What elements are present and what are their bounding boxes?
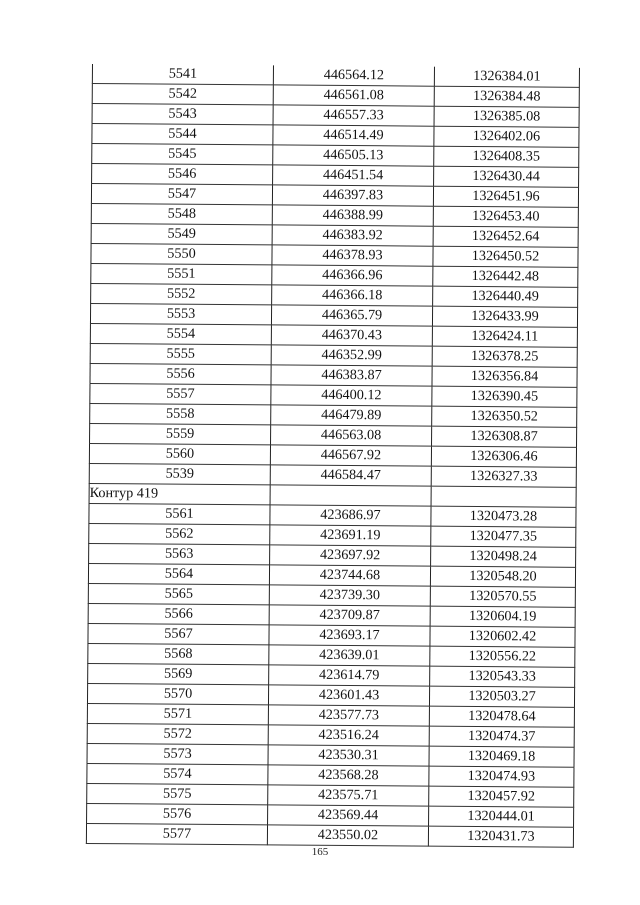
point-number-cell: 5553 xyxy=(90,303,271,324)
point-number-cell: 5558 xyxy=(90,403,271,424)
y-coordinate-cell: 1326450.52 xyxy=(433,246,578,267)
point-number-cell: 5575 xyxy=(87,783,268,804)
y-coordinate-cell: 1320556.22 xyxy=(430,646,575,667)
y-coordinate-cell: 1326442.48 xyxy=(433,266,578,287)
point-number-cell: 5568 xyxy=(88,643,269,664)
point-number-cell: 5541 xyxy=(92,64,273,85)
y-coordinate-cell: 1326402.06 xyxy=(434,126,579,147)
x-coordinate-cell: 423577.73 xyxy=(268,705,429,726)
point-number-cell: 5549 xyxy=(91,223,272,244)
y-coordinate-cell: 1320431.73 xyxy=(428,826,573,847)
point-number-cell: 5570 xyxy=(87,683,268,704)
y-coordinate-cell: 1320474.37 xyxy=(429,726,574,747)
x-coordinate-cell: 446584.47 xyxy=(270,465,431,486)
point-number-cell: 5566 xyxy=(88,603,269,624)
x-coordinate-cell: 446366.18 xyxy=(272,285,433,306)
y-coordinate-cell: 1320503.27 xyxy=(429,686,574,707)
y-coordinate-cell: 1326452.64 xyxy=(433,226,578,247)
y-coordinate-cell: 1326430.44 xyxy=(434,166,579,187)
point-number-cell: 5569 xyxy=(88,663,269,684)
x-coordinate-cell: 446557.33 xyxy=(273,105,434,126)
y-coordinate-cell: 1326327.33 xyxy=(431,466,576,487)
point-number-cell: 5571 xyxy=(87,703,268,724)
y-coordinate-cell: 1326390.45 xyxy=(432,386,577,407)
x-coordinate-cell: 423568.28 xyxy=(268,765,429,786)
x-coordinate-cell: 423639.01 xyxy=(269,645,430,666)
x-coordinate-cell: 423575.71 xyxy=(268,785,429,806)
x-coordinate-cell: 423516.24 xyxy=(268,725,429,746)
x-coordinate-cell: 423693.17 xyxy=(269,625,430,646)
x-coordinate-cell: 423614.79 xyxy=(269,665,430,686)
page-number: 165 xyxy=(311,846,329,858)
y-coordinate-cell: 1326384.48 xyxy=(434,86,579,107)
point-number-cell: 5577 xyxy=(86,823,267,844)
x-coordinate-cell: 423686.97 xyxy=(270,505,431,526)
point-number-cell: 5557 xyxy=(90,383,271,404)
y-coordinate-cell: 1326453.40 xyxy=(433,206,578,227)
y-coordinate-cell: 1326451.96 xyxy=(433,186,578,207)
point-number-cell: 5576 xyxy=(87,803,268,824)
y-coordinate-cell: 1320604.19 xyxy=(430,606,575,627)
point-number-cell: 5552 xyxy=(91,283,272,304)
x-coordinate-cell: 446564.12 xyxy=(273,65,434,86)
x-coordinate-cell: 446383.87 xyxy=(271,365,432,386)
x-coordinate-cell: 446352.99 xyxy=(271,345,432,366)
x-coordinate-cell: 446388.99 xyxy=(272,205,433,226)
y-coordinate-cell: 1320498.24 xyxy=(431,546,576,567)
x-coordinate-cell: 423744.68 xyxy=(269,565,430,586)
point-number-cell: 5556 xyxy=(90,363,271,384)
x-coordinate-cell: 446383.92 xyxy=(272,225,433,246)
y-coordinate-cell: 1326384.01 xyxy=(434,67,579,88)
x-coordinate-cell: 423530.31 xyxy=(268,745,429,766)
y-coordinate-cell: 1326424.11 xyxy=(432,326,577,347)
table-row xyxy=(86,823,573,847)
point-number-cell: 5555 xyxy=(90,343,271,364)
point-number-cell: 5560 xyxy=(89,443,270,464)
y-coordinate-cell: 1326378.25 xyxy=(432,346,577,367)
point-number-cell: 5547 xyxy=(91,184,272,205)
x-coordinate-cell: 446378.93 xyxy=(272,245,433,266)
point-number-cell: 5543 xyxy=(92,104,273,125)
x-coordinate-cell: 446397.83 xyxy=(272,185,433,206)
coordinates-table xyxy=(86,64,580,848)
point-number-cell: 5551 xyxy=(91,263,272,284)
x-coordinate-cell: 423691.19 xyxy=(270,525,431,546)
y-coordinate-cell: 1320457.92 xyxy=(429,786,574,807)
point-number-cell: 5542 xyxy=(92,84,273,105)
contour-label: Контур 419 xyxy=(89,483,270,504)
empty-cell xyxy=(431,486,576,507)
x-coordinate-cell: 446370.43 xyxy=(271,325,432,346)
x-coordinate-cell: 446365.79 xyxy=(271,305,432,326)
point-number-cell: 5563 xyxy=(89,543,270,564)
x-coordinate-cell: 446561.08 xyxy=(273,85,434,106)
point-number-cell: 5564 xyxy=(88,563,269,584)
x-coordinate-cell: 423709.87 xyxy=(269,605,430,626)
y-coordinate-cell: 1320469.18 xyxy=(429,746,574,767)
point-number-cell: 5574 xyxy=(87,763,268,784)
x-coordinate-cell: 446400.12 xyxy=(271,385,432,406)
y-coordinate-cell: 1326308.87 xyxy=(432,426,577,447)
x-coordinate-cell: 446479.89 xyxy=(271,405,432,426)
point-number-cell: 5539 xyxy=(89,463,270,484)
x-coordinate-cell: 446514.49 xyxy=(273,125,434,146)
point-number-cell: 5561 xyxy=(89,503,270,524)
x-coordinate-cell: 423697.92 xyxy=(270,545,431,566)
y-coordinate-cell: 1326385.08 xyxy=(434,106,579,127)
x-coordinate-cell: 423569.44 xyxy=(268,805,429,826)
y-coordinate-cell: 1326356.84 xyxy=(432,366,577,387)
point-number-cell: 5567 xyxy=(88,623,269,644)
x-coordinate-cell: 423739.30 xyxy=(269,585,430,606)
empty-cell xyxy=(270,485,431,506)
y-coordinate-cell: 1320474.93 xyxy=(429,766,574,787)
point-number-cell: 5572 xyxy=(87,723,268,744)
y-coordinate-cell: 1320543.33 xyxy=(430,666,575,687)
point-number-cell: 5559 xyxy=(90,423,271,444)
point-number-cell: 5548 xyxy=(91,203,272,224)
y-coordinate-cell: 1326433.99 xyxy=(432,306,577,327)
x-coordinate-cell: 446451.54 xyxy=(273,165,434,186)
y-coordinate-cell: 1320548.20 xyxy=(430,566,575,587)
coordinates-table-body xyxy=(86,64,579,847)
x-coordinate-cell: 446563.08 xyxy=(271,425,432,446)
y-coordinate-cell: 1326440.49 xyxy=(433,286,578,307)
y-coordinate-cell: 1320602.42 xyxy=(430,626,575,647)
y-coordinate-cell: 1326306.46 xyxy=(431,446,576,467)
x-coordinate-cell: 446366.96 xyxy=(272,265,433,286)
y-coordinate-cell: 1320478.64 xyxy=(429,706,574,727)
y-coordinate-cell: 1320444.01 xyxy=(429,806,574,827)
x-coordinate-cell: 446567.92 xyxy=(270,445,431,466)
point-number-cell: 5573 xyxy=(87,743,268,764)
point-number-cell: 5546 xyxy=(92,164,273,185)
point-number-cell: 5562 xyxy=(89,523,270,544)
x-coordinate-cell: 423550.02 xyxy=(267,825,428,846)
y-coordinate-cell: 1320570.55 xyxy=(430,586,575,607)
y-coordinate-cell: 1326408.35 xyxy=(434,146,579,167)
x-coordinate-cell: 423601.43 xyxy=(268,685,429,706)
point-number-cell: 5544 xyxy=(92,124,273,145)
y-coordinate-cell: 1320477.35 xyxy=(431,526,576,547)
y-coordinate-cell: 1326350.52 xyxy=(432,406,577,427)
x-coordinate-cell: 446505.13 xyxy=(273,145,434,166)
point-number-cell: 5565 xyxy=(88,583,269,604)
y-coordinate-cell: 1320473.28 xyxy=(431,506,576,527)
point-number-cell: 5545 xyxy=(92,144,273,165)
point-number-cell: 5554 xyxy=(90,323,271,344)
point-number-cell: 5550 xyxy=(91,243,272,264)
